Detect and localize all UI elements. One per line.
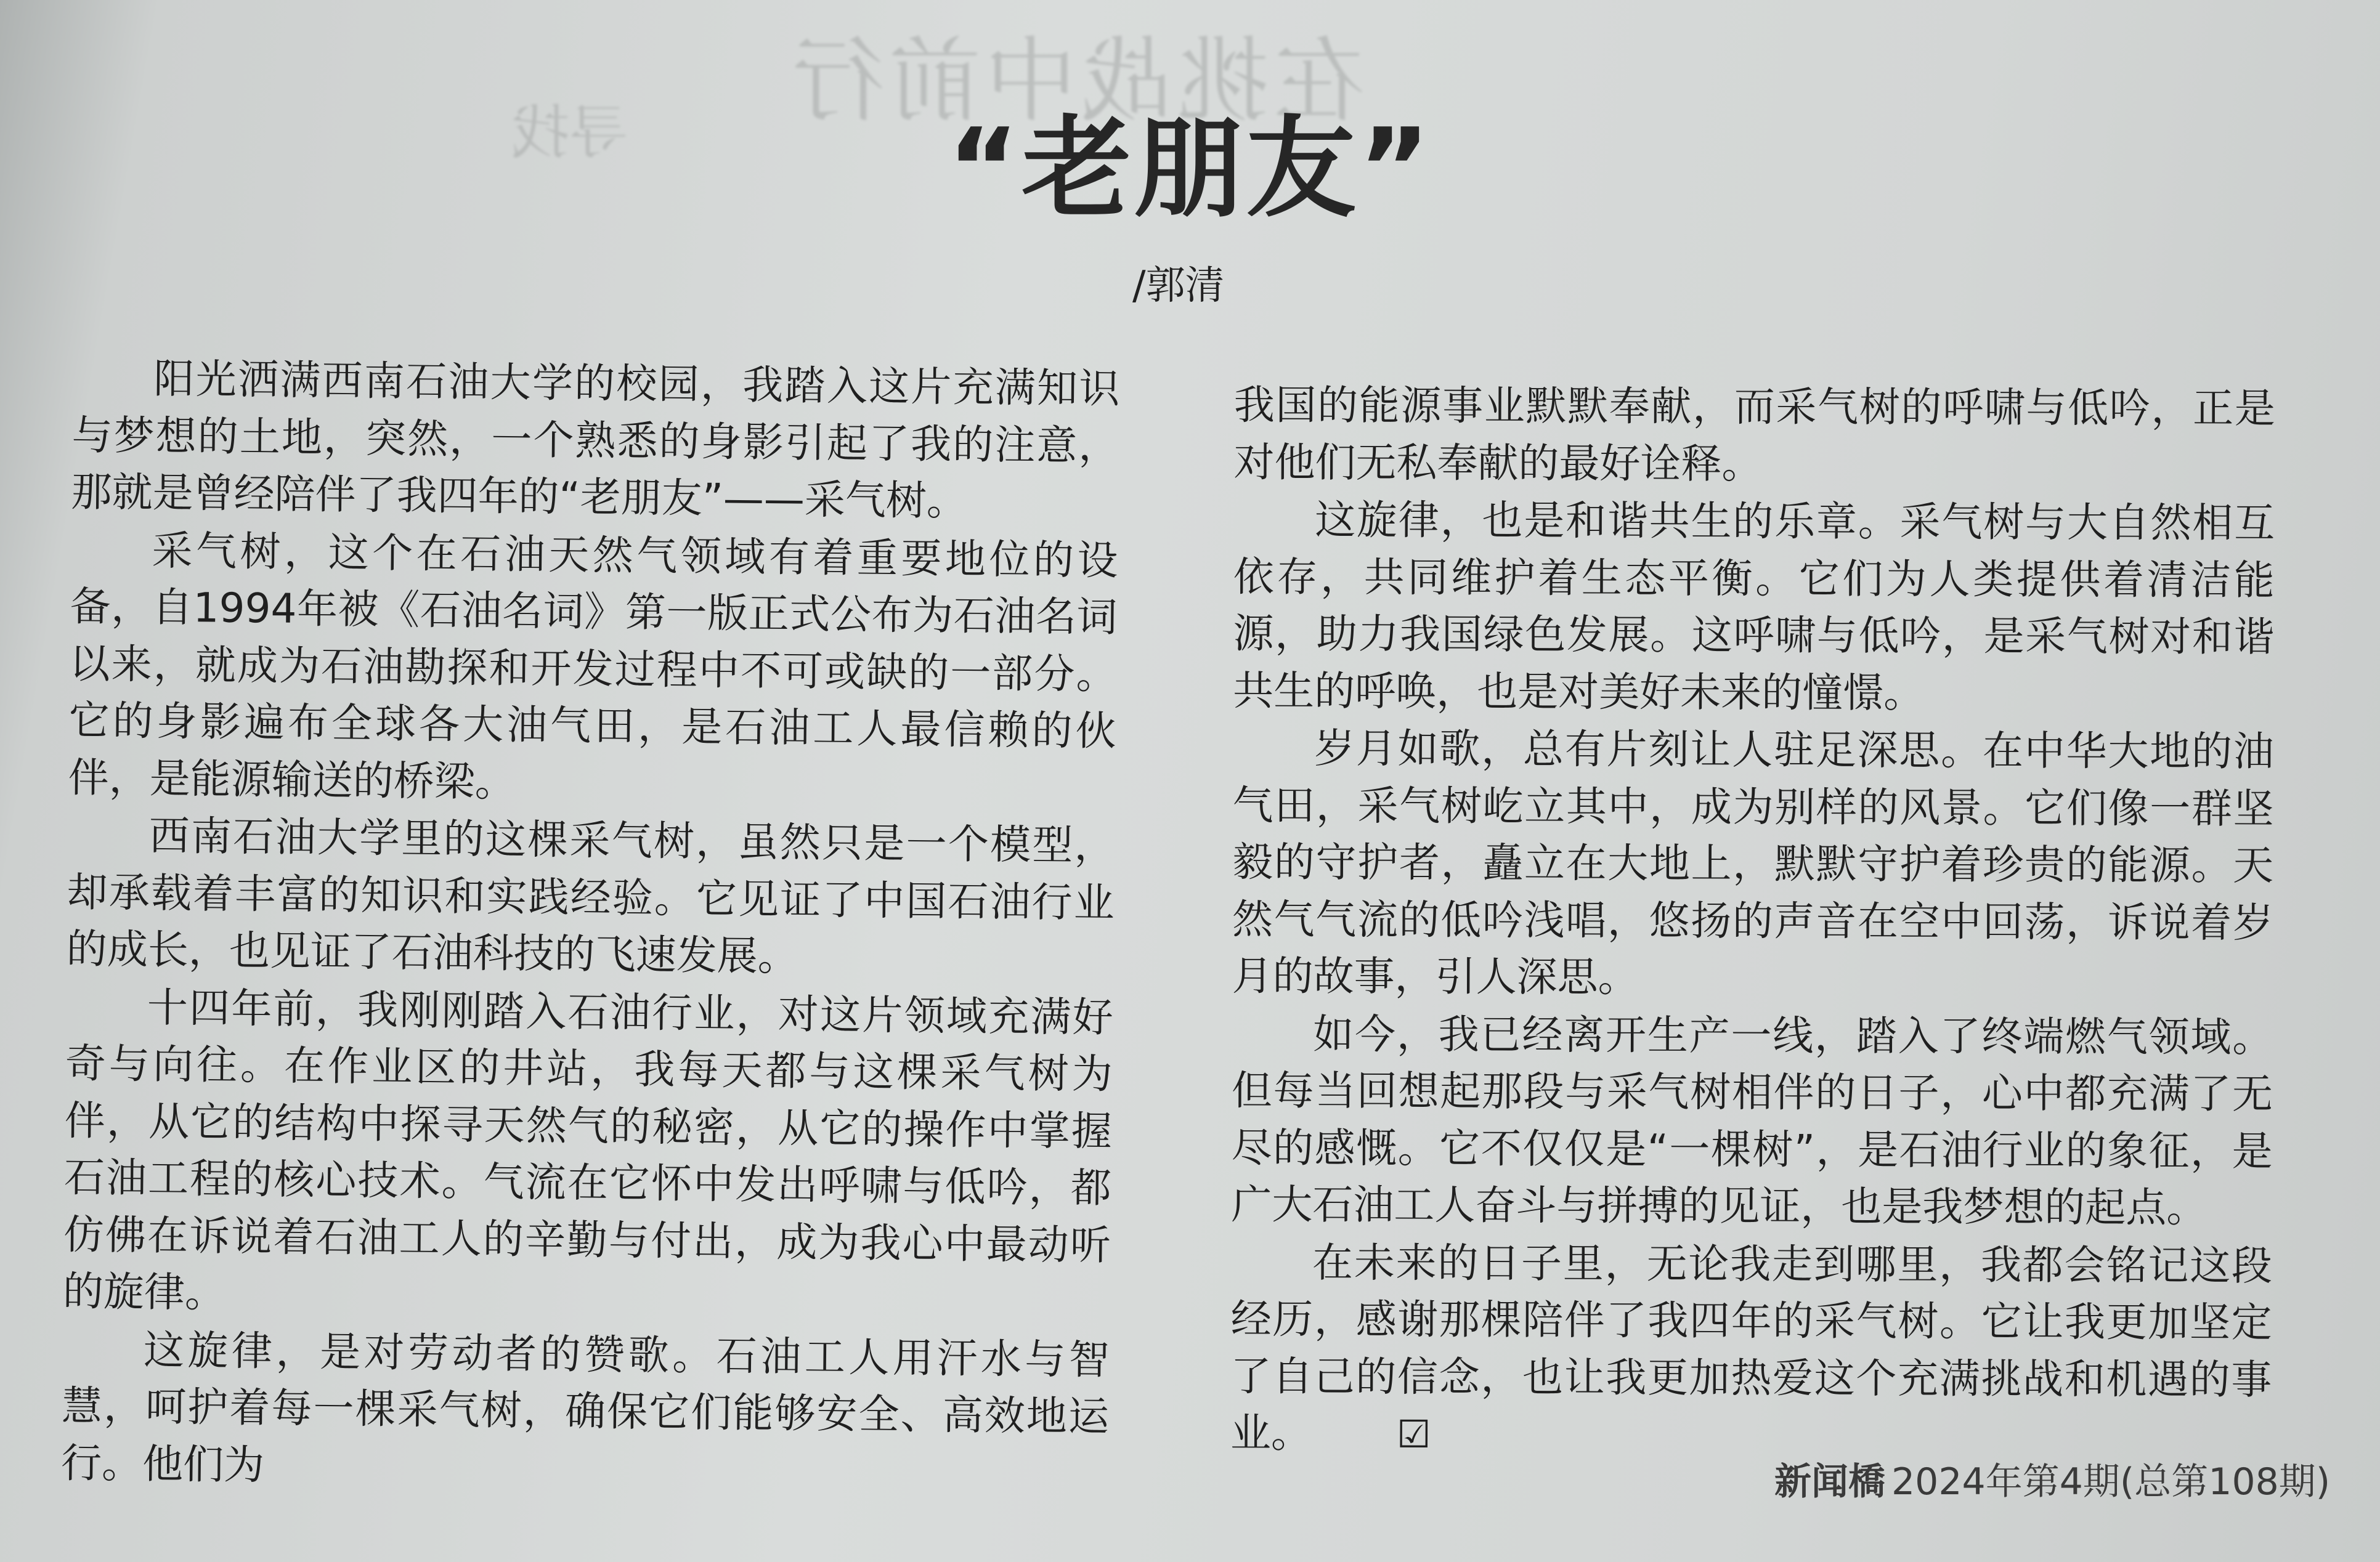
paragraph: 岁月如歌，总有片刻让人驻足深思。在中华大地的油气田，采气树屹立其中，成为别样的风景。它们像一群坚毅的守护者，矗立在大地上，默默守护着珍贵的能源。天然气气流的低吟浅唱，悠扬的声音在空中回荡，诉说着岁月的故事，引人深思。	[1232, 724, 2275, 1002]
bleed-through-smudge: 寻找	[511, 99, 629, 167]
paragraph-last	[1230, 1234, 2272, 1466]
end-mark-icon: ☑	[1396, 1411, 1431, 1457]
paragraph: 我国的能源事业默默奉献，而采气树的呼啸与低吟，正是对他们无私奉献的最好诠释。	[1233, 381, 2275, 488]
paragraph: 如今，我已经离开生产一线，踏入了终端燃气领域。但每当回想起那段与采气树相伴的日子，心中都充满了无尽的感慨。它不仅仅是“一棵树”，是石油行业的象征，是广大石油工人奋斗与拼搏的见证，也是我梦想的起点。	[1231, 1010, 2273, 1232]
left-column	[61, 350, 1120, 1503]
magazine-name: 新闻橋	[1774, 1460, 1885, 1503]
right-column	[1230, 377, 2275, 1467]
bleed-through-text: 在挑战中前行	[789, 28, 1366, 135]
issue-number: 2024年第4期(总第108期)	[1891, 1460, 2331, 1503]
paragraph: 十四年前，我刚刚踏入石油行业，对这片领域充满好奇与向往。在作业区的井站，我每天都与这棵采气树为伴，从它的结构中探寻天然气的秘密，从它的操作中掌握石油工程的核心技术。气流在它怀中发出呼啸与低吟，都仿佛在诉说着石油工人的辛勤与付出，成为我心中最动听的旋律。	[62, 983, 1114, 1317]
article-author: /郭清	[1132, 263, 1225, 309]
paragraph: 这旋律，是对劳动者的赞歌。石油工人用汗水与智慧，呵护着每一棵采气树，确保它们能够安全、高效地运行。他们为	[60, 1325, 1110, 1489]
page-footer	[1774, 1452, 2330, 1505]
paragraph: 采气树，这个在石油天然气领域有着重要地位的设备，自1994年被《石油名词》第一版正式公布为石油名词以来，就成为石油勘探和开发过程中不可或缺的一部分。它的身影遍布全球各大油气田，是石油工人最信赖的伙伴，是能源输送的桥梁。	[68, 526, 1118, 806]
paragraph: 西南石油大学里的这棵采气树，虽然只是一个模型，却承载着丰富的知识和实践经验。它见证了中国石油行业的成长，也见证了石油科技的飞速发展。	[66, 812, 1116, 981]
paragraph-text: 在未来的日子里，无论我走到哪里，我都会铭记这段经历，感谢那棵陪伴了我四年的采气树。它让我更加坚定了自己的信念，也让我更加热爱这个充满挑战和机遇的事业。	[1230, 1238, 2273, 1457]
paragraph: 阳光洒满西南石油大学的校园，我踏入这片充满知识与梦想的土地，突然，一个熟悉的身影引起了我的注意，那就是曾经陪伴了我四年的“老朋友”——采气树。	[71, 355, 1120, 525]
article-title: “老朋友”	[947, 105, 1433, 232]
paragraph: 这旋律，也是和谐共生的乐章。采气树与大自然相互依存，共同维护着生态平衡。它们为人类提供着清洁能源，助力我国绿色发展。这呼啸与低吟，是采气树对和谐共生的呼唤，也是对美好未来的憧憬。	[1233, 496, 2275, 717]
